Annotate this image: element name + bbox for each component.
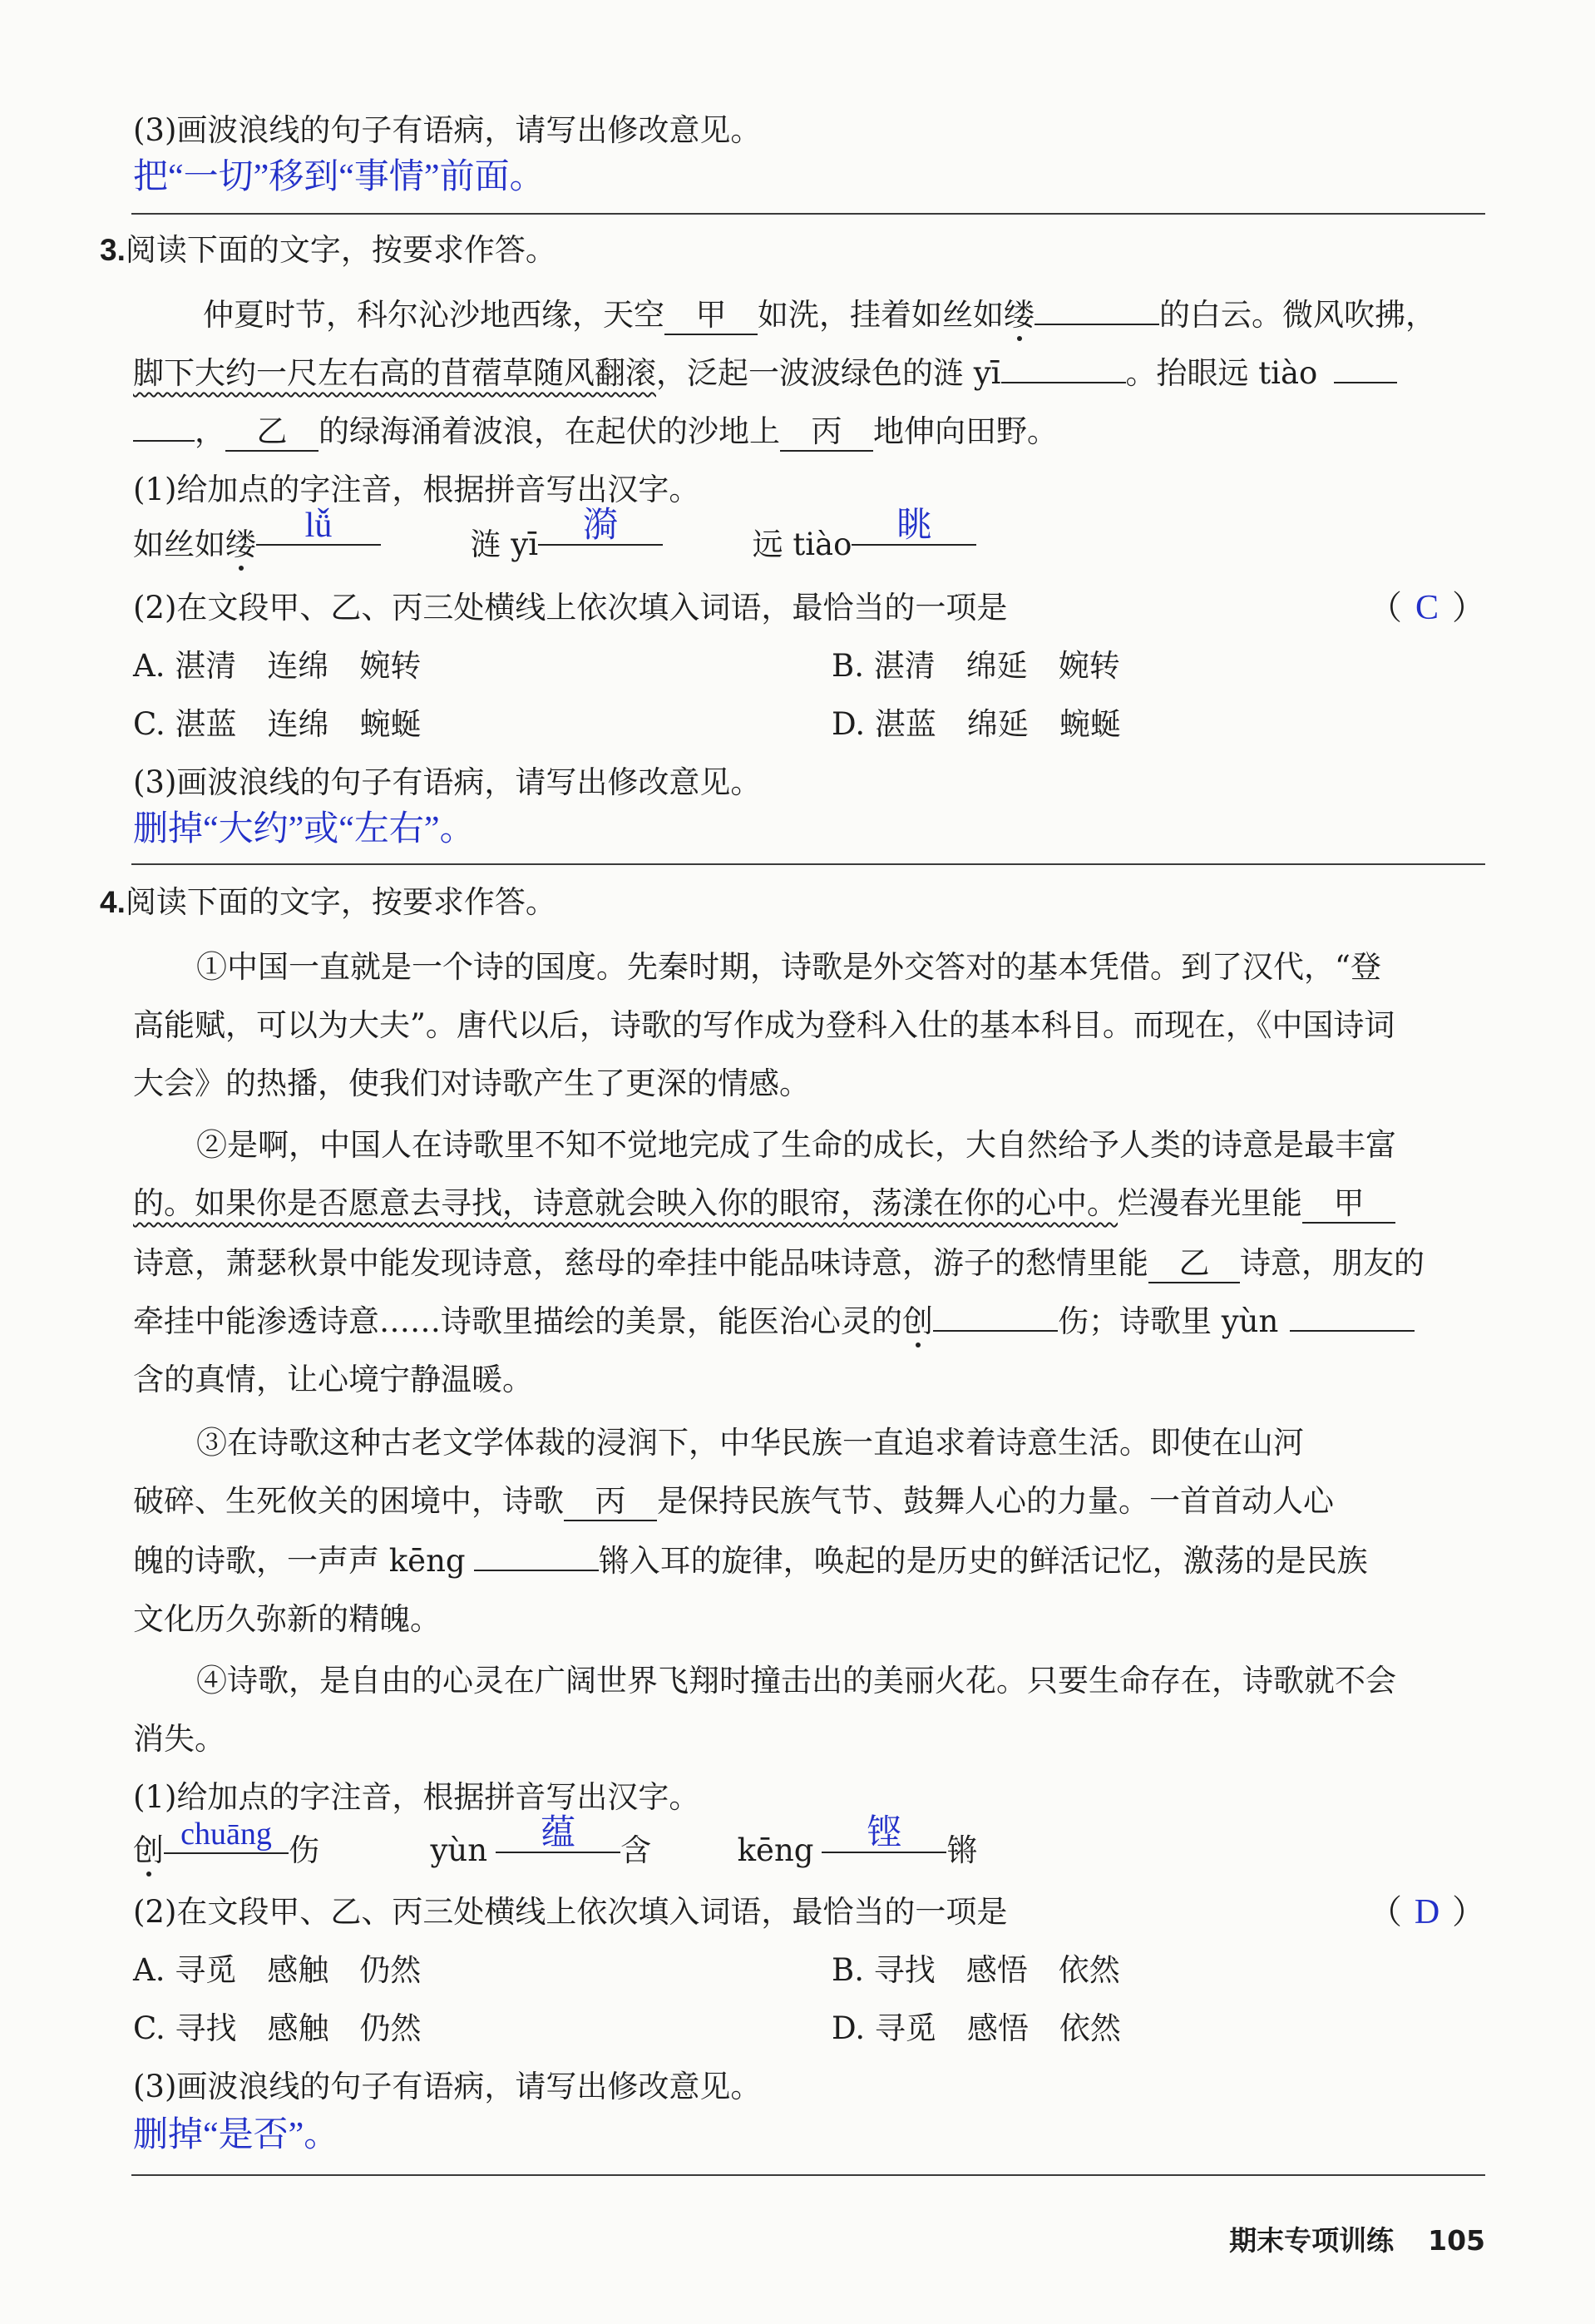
blank-jia: 甲 [1302, 1185, 1395, 1224]
answer-chuang: chuāng [164, 1816, 289, 1854]
section3-q1-label: (1)给加点的字注音，根据拼音写出汉字。 [133, 472, 700, 507]
section4-line: 高能赋，可以为大夫”。唐代以后，诗歌的写作成为登科入仕的基本科目。而现在，《中国诗词 [133, 1007, 1395, 1043]
text: ，泛起一波波绿色的涟 [656, 355, 964, 391]
text: 伤；诗歌里 yùn [1058, 1303, 1279, 1339]
section3-q3-label: (3)画波浪线的句子有语病，请写出修改意见。 [133, 764, 762, 800]
text: 的白云。微风吹拂， [1159, 297, 1436, 333]
answer-lu: lǚ [256, 507, 381, 546]
section3-heading [100, 230, 556, 271]
text: 远 tiào [752, 527, 852, 562]
dotted-char: 创 [133, 1832, 164, 1868]
divider [131, 213, 1485, 215]
text: 破碎、生死攸关的困境中，诗歌 [133, 1483, 564, 1519]
section4-line: ②是啊，中国人在诗歌里不知不觉地完成了生命的成长，大自然给予人类的诗意是最丰富 [196, 1127, 1396, 1163]
answer-choice: D [1414, 1893, 1440, 1931]
dotted-char: 缕 [1004, 297, 1035, 333]
text: 仲夏时节，科尔沁沙地西缘，天空 [203, 297, 664, 333]
option-d: D. 寻觅 感悟 依然 [832, 2010, 1121, 2046]
divider [131, 863, 1485, 865]
section4-line [133, 1301, 1415, 1342]
section4-line: 文化历久弥新的精魄。 [133, 1601, 441, 1637]
answer-yun: 蕴 [496, 1815, 620, 1853]
section4-line [133, 1481, 1334, 1522]
option-b: B. 寻找 感悟 依然 [832, 1952, 1120, 1988]
section4-heading-text: 阅读下面的文字，按要求作答。 [125, 884, 556, 920]
page-footer [1229, 2219, 1485, 2258]
option-d: D. 湛蓝 绵延 蜿蜒 [832, 706, 1121, 742]
section4-options-row1 [133, 1950, 1120, 1991]
option-c: C. 寻找 感触 仍然 [133, 2010, 422, 2046]
text: 是保持民族气节、鼓舞人心的力量。一首首动人心 [657, 1483, 1334, 1519]
text: 地伸向田野。 [873, 413, 1058, 449]
text: 烂漫春光里能 [1118, 1185, 1302, 1221]
text: 锵入耳的旋律，唤起的是历史的鲜活记忆，激荡的是民族 [598, 1543, 1368, 1579]
blank [1001, 382, 1126, 383]
blank [933, 1330, 1058, 1332]
text: 的绿海涌着波浪，在起伏的沙地上 [319, 413, 780, 449]
text: 牵挂中能渗透诗意……诗歌里描绘的美景，能医治心灵的 [133, 1303, 902, 1339]
section3-para-line3 [133, 411, 1058, 452]
section4-line [133, 1540, 1368, 1582]
section3-options-row1 [133, 645, 1120, 687]
divider [131, 2174, 1485, 2176]
text: ， [195, 413, 225, 449]
section3-q2-label: (2)在文段甲、乙、丙三处横线上依次填入词语，最恰当的一项是 [133, 590, 1008, 626]
section3-heading-text: 阅读下面的文字，按要求作答。 [125, 232, 556, 268]
answer-keng: 铿 [822, 1815, 946, 1853]
blank-bing: 丙 [564, 1483, 657, 1521]
pinyin: yī [964, 355, 1001, 391]
section4-line: ④诗歌，是自由的心灵在广阔世界飞翔时撞击出的美丽火花。只要生命存在，诗歌就不会 [196, 1663, 1396, 1698]
answer-tiao: 眺 [852, 507, 976, 546]
section4-options-row2 [133, 2008, 1121, 2050]
blank [133, 440, 195, 442]
section4-line: ③在诗歌这种古老文学体裁的浸润下，中华民族一直追求着诗意生活。即使在山河 [196, 1425, 1304, 1461]
section4-number: 4. [100, 885, 126, 919]
wavy-sentence: 脚下大约一尺左右高的苜蓿草随风翻滚 [133, 355, 656, 391]
section4-q3-label: (3)画波浪线的句子有语病，请写出修改意见。 [133, 2069, 762, 2104]
blank-bing: 丙 [780, 413, 873, 452]
option-c: C. 湛蓝 连绵 蜿蜒 [133, 706, 422, 742]
section3-number: 3. [100, 233, 126, 267]
option-a: A. 湛清 连绵 婉转 [133, 648, 422, 684]
section3-q1-answers [133, 507, 976, 566]
footer-title: 期末专项训练 [1229, 2224, 1395, 2257]
section4-line: 大会》的热播，使我们对诗歌产生了更深的情感。 [133, 1066, 810, 1101]
text: 如丝如 [133, 527, 225, 562]
section3-para-line2 [133, 353, 1397, 394]
answer-yi: 漪 [538, 507, 663, 546]
section4-q3-answer: 删掉“是否”。 [133, 2116, 339, 2154]
text: 如洗，挂着如丝如 [758, 297, 1004, 333]
blank-yi: 乙 [225, 413, 319, 452]
text: 锵 [946, 1832, 978, 1868]
option-b: B. 湛清 绵延 婉转 [832, 648, 1120, 684]
section4-heading [100, 882, 556, 923]
blank [474, 1570, 599, 1571]
section4-q2-label: (2)在文段甲、乙、丙三处横线上依次填入词语，最恰当的一项是 [133, 1894, 1008, 1930]
pinyin: kēng [737, 1832, 814, 1868]
section4-line [133, 1243, 1425, 1284]
blank-yi: 乙 [1148, 1245, 1240, 1283]
page-number: 105 [1428, 2224, 1485, 2257]
section4-line [133, 1183, 1395, 1224]
dotted-char: 创 [902, 1303, 933, 1339]
section3-q2-choice: （ C ） [1369, 589, 1485, 627]
answer-choice: C [1415, 589, 1439, 627]
section4-line: 含的真情，让心境宁静温暖。 [133, 1362, 533, 1397]
section3-para-line1 [203, 294, 1436, 336]
text: 诗意，朋友的 [1240, 1245, 1425, 1281]
prev-q3-answer: 把“一切”移到“事情”前面。 [133, 158, 545, 196]
option-a: A. 寻觅 感触 仍然 [133, 1952, 422, 1988]
prev-q3-label: (3)画波浪线的句子有语病，请写出修改意见。 [133, 112, 762, 148]
text: 。抬眼远 [1125, 355, 1249, 391]
section3-q3-answer: 删掉“大约”或“左右”。 [133, 810, 475, 848]
wavy-sentence: 的。如果你是否愿意去寻找，诗意就会映入你的眼帘，荡漾在你的心中。 [133, 1185, 1118, 1221]
section4-line: 消失。 [133, 1721, 225, 1757]
text: 魄的诗歌，一声声 kēng [133, 1543, 466, 1579]
section4-q1-answers [133, 1814, 978, 1872]
blank [1035, 324, 1159, 325]
pinyin: yùn [430, 1832, 488, 1868]
section3-options-row2 [133, 704, 1121, 745]
section4-q2-choice: （ D ） [1369, 1893, 1485, 1931]
blank [1290, 1330, 1415, 1332]
section4-q1-label: (1)给加点的字注音，根据拼音写出汉字。 [133, 1779, 700, 1815]
blank [1334, 382, 1397, 383]
text: 含 [620, 1832, 652, 1868]
blank-jia: 甲 [664, 297, 758, 335]
text: 伤 [289, 1832, 319, 1868]
pinyin: tiào [1248, 355, 1318, 391]
section4-line: ①中国一直就是一个诗的国度。先秦时期，诗歌是外交答对的基本凭借。到了汉代，“登 [196, 949, 1381, 985]
text: 诗意，萧瑟秋景中能发现诗意，慈母的牵挂中能品味诗意，游子的愁情里能 [133, 1245, 1148, 1281]
dotted-char: 缕 [225, 527, 256, 562]
text: 涟 yī [470, 527, 539, 562]
